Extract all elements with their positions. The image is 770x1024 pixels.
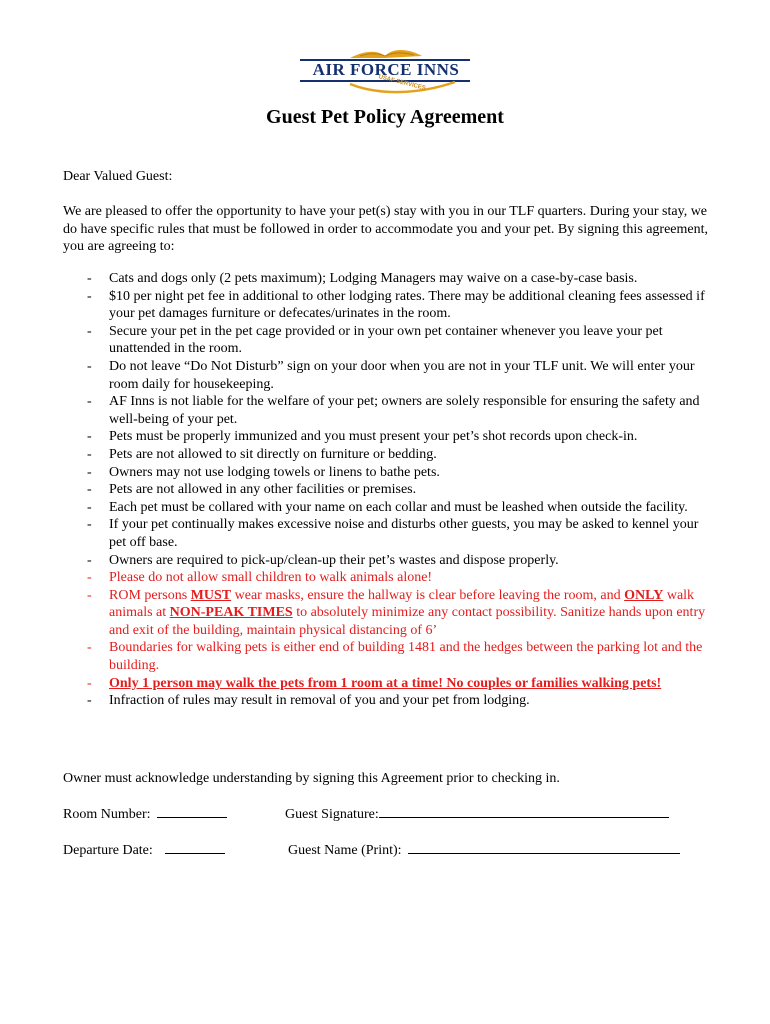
rule-item: - Cats and dogs only (2 pets maximum); Lodging Managers may waive on a case-by-case basis. <box>87 271 638 286</box>
air-force-inns-logo <box>290 44 480 114</box>
non-peak-emphasis: NON-PEAK TIMES <box>169 605 293 621</box>
rule-item: - If your pet continually makes excessive noise and disturbs other guests, you may be asked to kennel your pet off base. <box>87 517 699 550</box>
rule-item-boundaries: - Boundaries for walking pets is either end of building 1481 and the hedges between the parking lot and the building. <box>87 640 703 674</box>
rule-item-infraction: - Infraction of rules may result in removal of you and your pet from lodging. <box>87 693 530 709</box>
guest-signature-label: Guest Signature: <box>285 807 379 822</box>
departure-date-field[interactable] <box>63 841 225 859</box>
rule-item-rom: - ROM persons MUST wear masks, ensure the hallway is clear before leaving the room, and ONLY walk animals at NON-PEAK TIMES to absolutely minimize any contact possibility. Sanitize hands upon entry and exit of the building, maintain physical distancing of 6’ <box>87 587 706 638</box>
rule-item: - Pets are not allowed in any other facilities or premises. <box>87 482 417 498</box>
room-number-field[interactable] <box>63 805 227 823</box>
departure-date-line[interactable] <box>165 841 225 854</box>
rule-item-children: - Please do not allow small children to walk animals alone! <box>87 570 433 586</box>
rules-list <box>63 270 718 710</box>
guest-name-label: Guest Name (Print): <box>288 843 402 858</box>
rule-item: - $10 per night pet fee in additional to other lodging rates. There may be additional cleaning fees assessed if your pet damages furniture or defecates/urinates in the room. <box>87 288 705 322</box>
must-emphasis: MUST <box>190 587 232 603</box>
salutation: Dear Valued Guest: <box>63 169 173 184</box>
rule-item: - Do not leave “Do Not Disturb” sign on your door when you are not in your TLF unit. We will enter your room daily for housekeeping. <box>87 358 695 392</box>
departure-date-label: Departure Date: <box>63 843 153 858</box>
logo-wordmark: AIR FORCE INNS <box>312 60 460 79</box>
rule-item-one-person: - Only 1 person may walk the pets from 1 room at a time! No couples or families walking pets! <box>87 675 662 691</box>
guest-name-field[interactable] <box>288 841 680 859</box>
intro-paragraph: We are pleased to offer the opportunity to have your pet(s) stay with you in our TLF quarters. During your stay, we do have specific rules that must be followed in order to accommodate you and your pet. By signing this agreement, you are agreeing to: <box>63 204 708 255</box>
rule-item: - AF Inns is not liable for the welfare of your pet; owners are solely responsible for ensuring the safety and well-being of your pet. <box>87 394 700 427</box>
rule-item: - Each pet must be collared with your name on each collar and must be leashed when outside the facility. <box>87 499 688 515</box>
only-emphasis: ONLY <box>624 587 664 603</box>
guest-name-line[interactable] <box>408 841 680 854</box>
rule-item: - Owners are required to pick-up/clean-up their pet’s wastes and dispose properly. <box>87 552 559 568</box>
guest-signature-line[interactable] <box>379 805 669 818</box>
rule-item: - Pets are not allowed to sit directly on furniture or bedding. <box>87 446 437 462</box>
rule-item: - Pets must be properly immunized and you must present your pet’s shot records upon check-in. <box>87 429 638 445</box>
page-title: Guest Pet Policy Agreement <box>266 106 504 128</box>
room-number-label: Room Number: <box>63 807 151 822</box>
rule-item: - Owners may not use lodging towels or linens to bathe pets. <box>87 464 440 480</box>
room-number-line[interactable] <box>157 805 227 818</box>
guest-signature-field[interactable] <box>285 805 669 823</box>
logo-subtitle: USAF SERVICES <box>377 74 427 92</box>
rule-item: - Secure your pet in the pet cage provided or in your own pet container whenever you leave your pet unattended in the room. <box>87 323 663 357</box>
acknowledgement-text: Owner must acknowledge understanding by signing this Agreement prior to checking in. <box>63 771 560 786</box>
